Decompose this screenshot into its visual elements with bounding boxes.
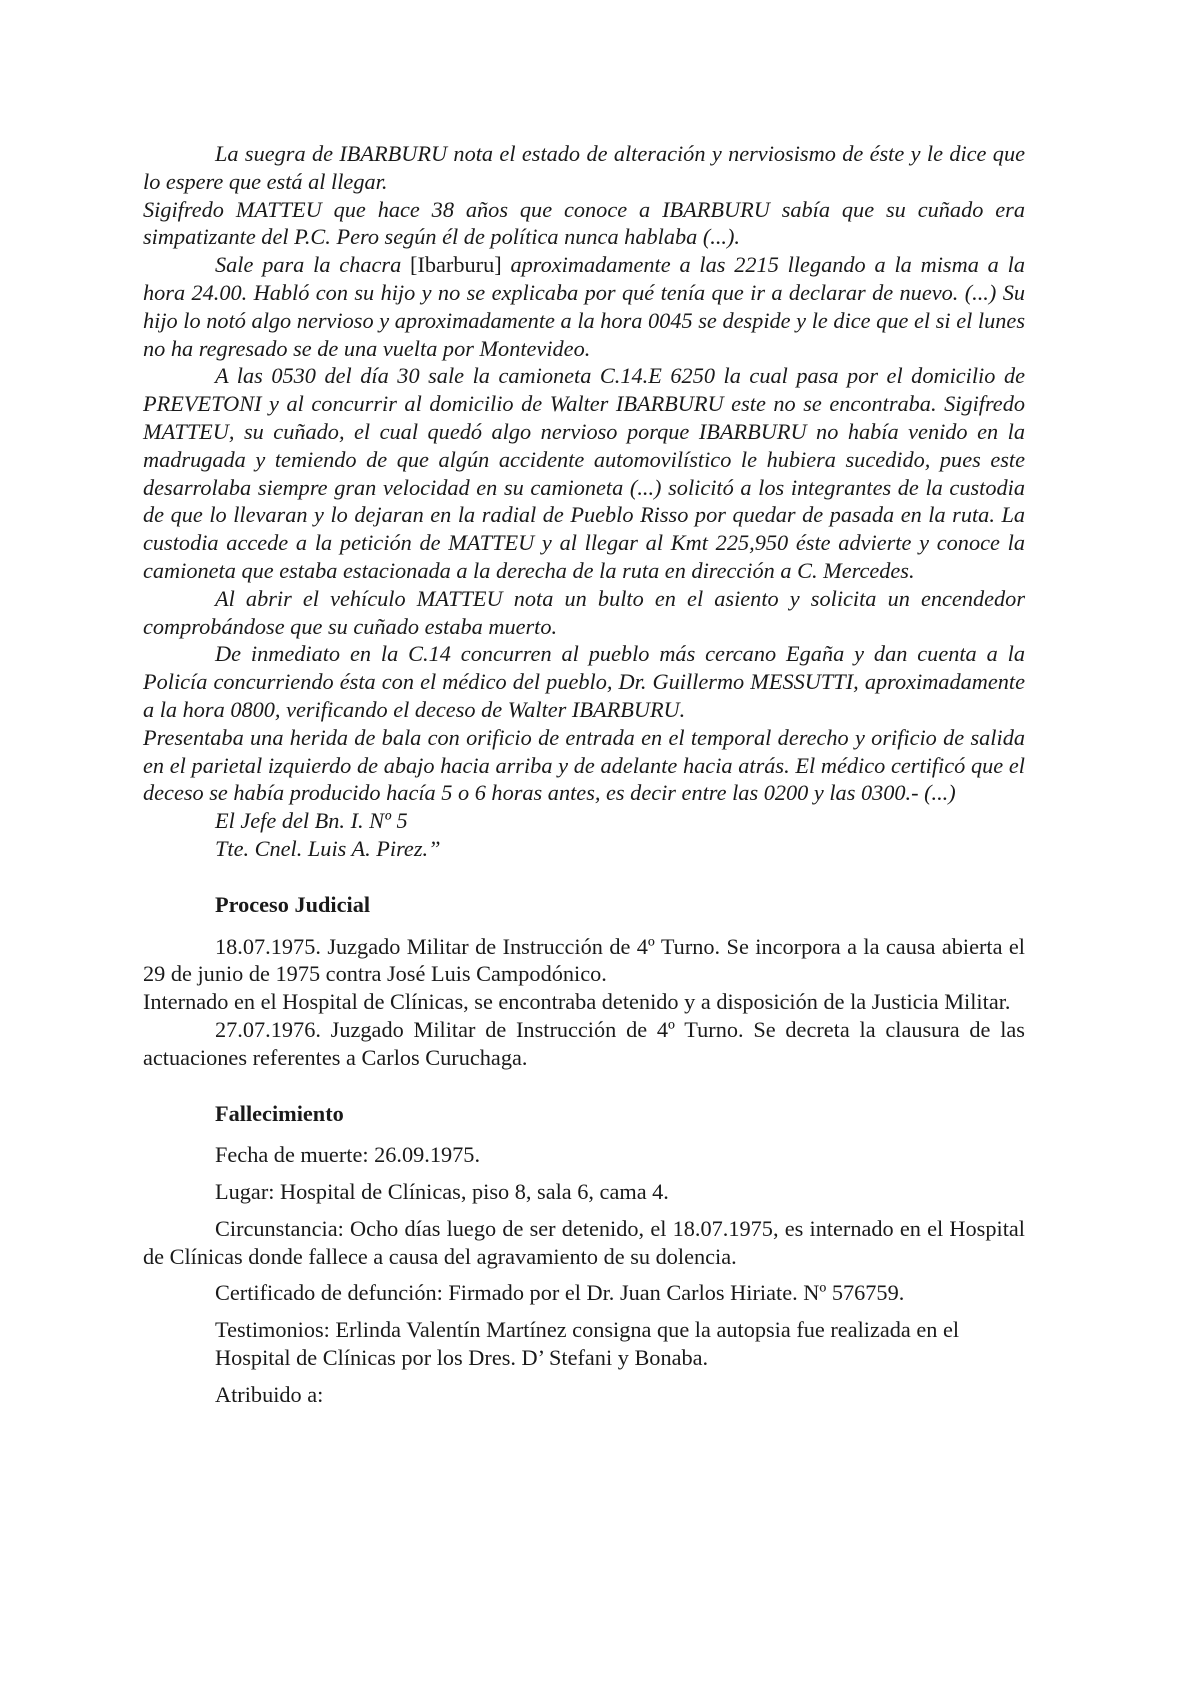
document-page xyxy=(143,140,1025,1409)
quote-paragraph-2: Sigifredo MATTEU que hace 38 años que conoce a IBARBURU sabía que su cuñado era simpatizante del P.C. Pero según él de política nunca hablaba (...). xyxy=(143,196,1025,250)
proceso-paragraph-2: Internado en el Hospital de Clínicas, se encontraba detenido y a disposición de la Justicia Militar. xyxy=(143,989,1011,1015)
quote-paragraph-5: Al abrir el vehículo MATTEU nota un bulto en el asiento y solicita un encendedor comprobándose que su cuñado estaba muerto. xyxy=(143,585,1025,639)
circunstancia: Circunstancia: Ocho días luego de ser detenido, el 18.07.1975, es internado en el Hospital de Clínicas donde fallece a causa del agravamiento de su dolencia. xyxy=(143,1215,1025,1269)
signature-line-1: El Jefe del Bn. I. Nº 5 xyxy=(215,808,408,834)
section-heading-fallecimiento: Fallecimiento xyxy=(215,1100,344,1126)
quote-paragraph-4: A las 0530 del día 30 sale la camioneta C.14.E 6250 la cual pasa por el domicilio de PREVETONI y al concurrir al domicilio de Walter IBARBURU este no se encontraba. Sigifredo MATTEU, su cuñado, el cual quedó algo nervioso porque IBARBURU no había venido en la madrugada y temiendo de que algún accidente automovilístico le hubiera sucedido, pues este desarrolaba siempre gran velocidad en su camioneta (...) solicitó a los integrantes de la custodia de que lo llevaran y lo dejaran en la radial de Pueblo Risso por quedar de pasada en la ruta. La custodia accede a la petición de MATTEU y al llegar al Kmt 225,950 éste advierte y conoce la camioneta que estaba estacionada a la derecha de la ruta en dirección a C. Mercedes. xyxy=(143,363,1025,583)
atribuido-a: Atribuido a: xyxy=(215,1381,324,1407)
section-heading-proceso-judicial: Proceso Judicial xyxy=(215,891,371,917)
certificado-de-defuncion: Certificado de defunción: Firmado por el Dr. Juan Carlos Hiriate. Nº 576759. xyxy=(215,1280,905,1306)
testimonios: Testimonios: Erlinda Valentín Martínez consigna que la autopsia fue realizada en el Hospital de Clínicas por los Dres. D’ Stefani y Bonaba. xyxy=(215,1317,960,1371)
lugar: Lugar: Hospital de Clínicas, piso 8, sala 6, cama 4. xyxy=(215,1179,669,1205)
quote-paragraph-6: De inmediato en la C.14 concurren al pueblo más cercano Egaña y dan cuenta a la Policía concurriendo ésta con el médico del pueblo, Dr. Guillermo MESSUTTI, aproximadamente a la hora 0800, verificando el deceso de Walter IBARBURU. xyxy=(143,641,1025,722)
proceso-paragraph-3: 27.07.1976. Juzgado Militar de Instrucción de 4º Turno. Se decreta la clausura de las actuaciones referentes a Carlos Curuchaga. xyxy=(143,1016,1025,1070)
quote-paragraph-1: La suegra de IBARBURU nota el estado de alteración y nerviosismo de éste y le dice que lo espere que está al llegar. xyxy=(143,141,1025,194)
military-report-quote xyxy=(143,140,1025,863)
quote-paragraph-3 xyxy=(143,251,1025,362)
quote-paragraph-3-start: Sale para la chacra xyxy=(215,252,411,278)
editorial-insertion: [Ibarburu] xyxy=(410,252,502,278)
fecha-de-muerte: Fecha de muerte: 26.09.1975. xyxy=(215,1142,481,1168)
quote-paragraph-7: Presentaba una herida de bala con orificio de entrada en el temporal derecho y orificio de salida en el parietal izquierdo de abajo hacia arriba y de adelante hacia atrás. El médico certificó que el deceso se había producido hacía 5 o 6 horas antes, es decir entre las 0200 y las 0300.- (...) xyxy=(143,724,1025,806)
quote-paragraph-3-rest: aproximadamente a las 2215 llegando a la misma a la hora 24.00. Habló con su hijo y no se explicaba por qué tenía que ir a declarar de nuevo. (...) Su hijo lo notó algo nervioso y aproximadamente a la hora 0045 se despide y le dice que el si el lunes no ha regresado se de una vuelta por Montevideo. xyxy=(143,252,1025,361)
signature-line-2: Tte. Cnel. Luis A. Pirez.” xyxy=(215,835,441,861)
proceso-paragraph-1: 18.07.1975. Juzgado Militar de Instrucción de 4º Turno. Se incorpora a la causa abierta el 29 de junio de 1975 contra José Luis Campodónico. xyxy=(143,933,1025,987)
